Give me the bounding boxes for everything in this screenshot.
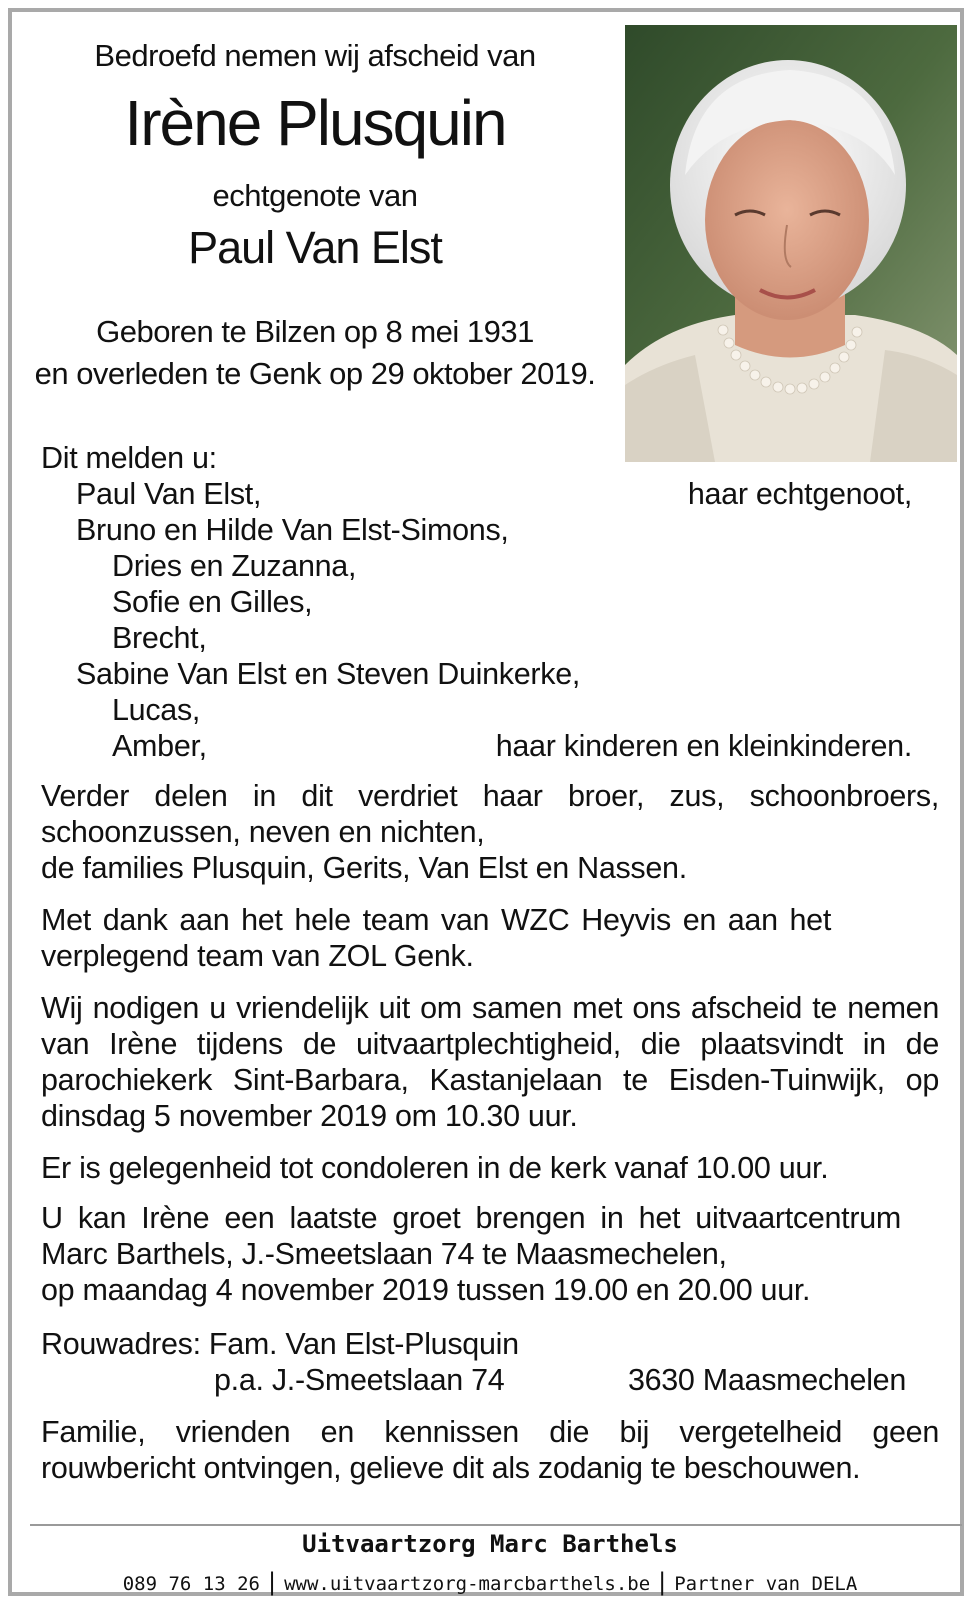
address-city: 3630 Maasmechelen	[627, 1363, 906, 1397]
spouse-name: Paul Van Elst	[188, 222, 442, 273]
ceremony-paragraph: Wij nodigen u vriendelijk uit om samen met ons afscheid te nemen van Irène tijdens de uitvaartplechtigheid, die plaatsvindt in de parochiekerk Sint-Barbara, Kastanjelaan te Eisden-Tuinwijk, op dinsdag 5 november 2019 om 10.30 uur.	[41, 991, 939, 1133]
condolence-line: Er is gelegenheid tot condoleren in de kerk vanaf 10.00 uur.	[41, 1151, 829, 1185]
portrait-photo	[625, 25, 957, 462]
portrait-illustration	[625, 25, 957, 462]
relation-line: echtgenote van	[212, 178, 418, 213]
family-role-line: haar kinderen en kleinkinderen.	[495, 729, 912, 763]
family-name-line: Paul Van Elst,	[76, 477, 262, 511]
family-intro: Dit melden u:	[41, 441, 217, 475]
phone-number: 089 76 13 26	[122, 1573, 260, 1595]
death-line: en overleden te Genk op 29 oktober 2019.	[34, 356, 596, 391]
separator: |	[658, 1568, 667, 1596]
family-name-line: Lucas,	[112, 693, 201, 727]
family-name-line: Bruno en Hilde Van Elst-Simons,	[76, 513, 509, 547]
company-name: Uitvaartzorg Marc Barthels	[302, 1530, 678, 1558]
partner-text: Partner van DELA	[674, 1573, 858, 1595]
address-street: p.a. J.-Smeetslaan 74	[214, 1363, 505, 1397]
family-name-line: Amber,	[112, 729, 207, 763]
contact-line	[0, 1568, 980, 1596]
farewell-paragraph: U kan Irène een laatste groet brengen in het uitvaartcentrum Marc Barthels, J.-Smeetslaan 74 te Maasmechelen,	[41, 1201, 901, 1271]
family-name-line: Sabine Van Elst en Steven Duinkerke,	[76, 657, 581, 691]
relatives-paragraph: Verder delen in dit verdriet haar broer, zus, schoonbroers, schoonzussen, neven en nichten,	[41, 779, 939, 849]
families-line: de families Plusquin, Gerits, Van Elst en Nassen.	[41, 851, 687, 885]
farewell-time-line: op maandag 4 november 2019 tussen 19.00 en 20.00 uur.	[41, 1273, 811, 1307]
birth-line: Geboren te Bilzen op 8 mei 1931	[96, 314, 534, 349]
website-link[interactable]: www.uitvaartzorg-marcbarthels.be	[284, 1573, 651, 1595]
family-role-line: haar echtgenoot,	[687, 477, 912, 511]
intro-line: Bedroefd nemen wij afscheid van	[94, 38, 536, 73]
address-label: Rouwadres: Fam. Van Elst-Plusquin	[41, 1327, 519, 1361]
family-name-line: Sofie en Gilles,	[112, 585, 313, 619]
family-name-line: Dries en Zuzanna,	[112, 549, 357, 583]
footer-divider	[30, 1524, 962, 1526]
separator: |	[268, 1568, 277, 1596]
thanks-paragraph: Met dank aan het hele team van WZC Heyvis en aan het verplegend team van ZOL Genk.	[41, 903, 831, 973]
notice-paragraph: Familie, vrienden en kennissen die bij vergetelheid geen rouwbericht ontvingen, gelieve dit als zodanig te beschouwen.	[41, 1415, 939, 1485]
deceased-name: Irène Plusquin	[124, 87, 506, 159]
family-name-line: Brecht,	[112, 621, 207, 655]
